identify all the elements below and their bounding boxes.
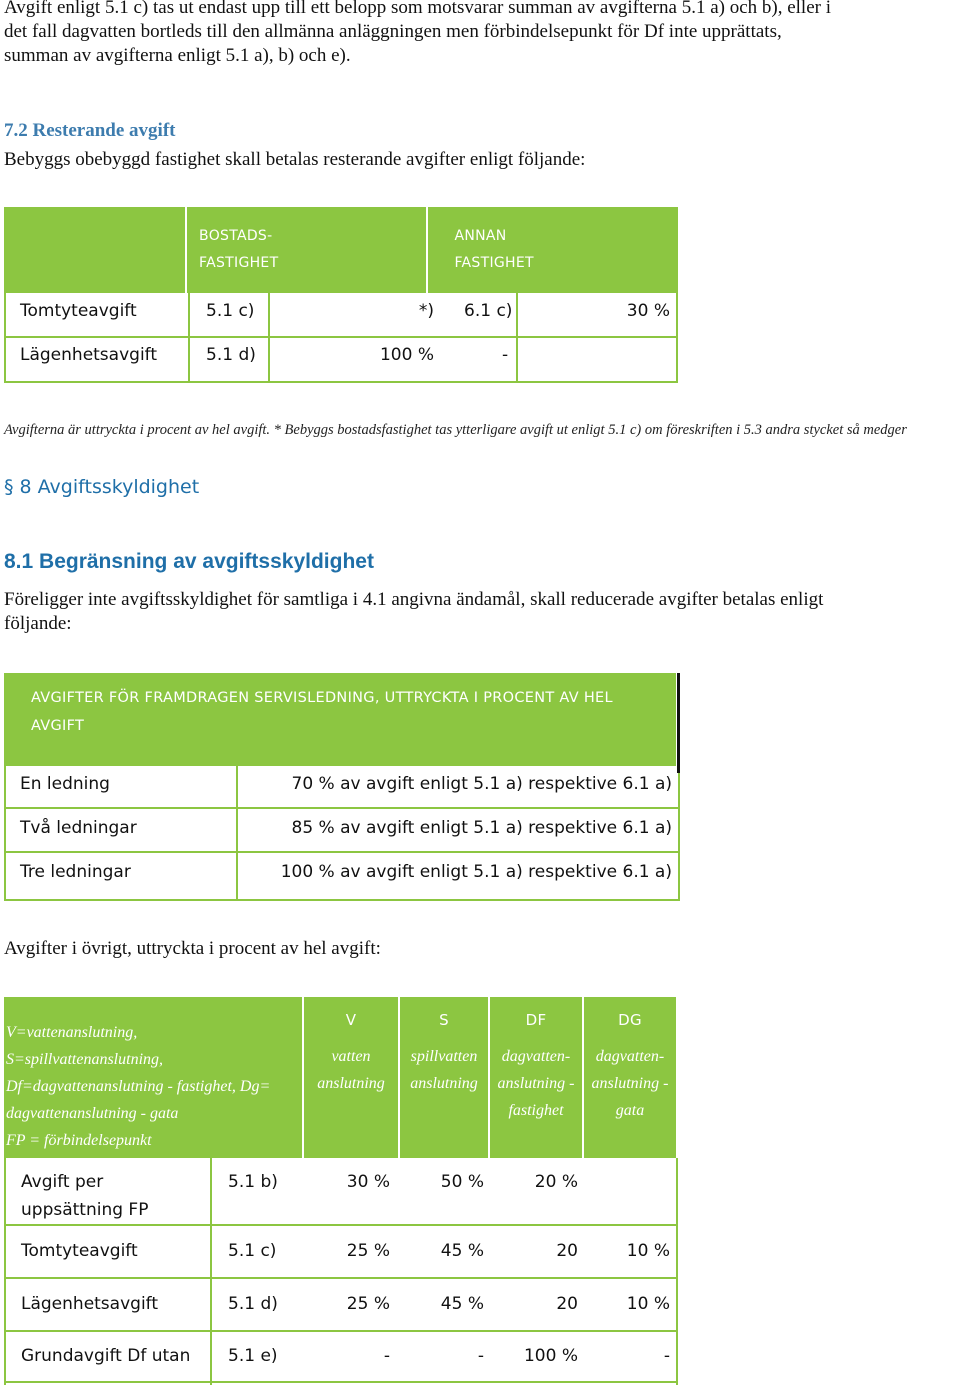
table3-col-s xyxy=(400,1007,488,1097)
table3-row4-label: Grundavgift Df utan xyxy=(21,1346,191,1366)
table1-row1-val2: 30 % xyxy=(626,301,670,321)
table1-row1-val1: *) xyxy=(418,301,434,321)
other-fees-text: Avgifter i övrigt, uttryckta i procent av hel avgift: xyxy=(4,938,381,959)
table3-row2-ref: 5.1 c) xyxy=(228,1241,277,1261)
table3-col-df-desc3: fastighet xyxy=(508,1102,564,1119)
table3-col-dg-desc3: gata xyxy=(615,1102,645,1119)
section-8-1-text xyxy=(4,588,960,636)
other-fees-table xyxy=(4,997,680,1385)
table2-row1-value: 70 % av avgift enligt 5.1 a) respektive 6.1 a) xyxy=(291,774,672,794)
table3-col-s-desc1: spillvatten xyxy=(410,1048,478,1065)
table3-row3-v: 25 % xyxy=(346,1294,390,1314)
table3-row1-ref: 5.1 b) xyxy=(228,1172,278,1192)
table3-legend-line-1: V=vattenanslutning, S=spillvattenanslutning, xyxy=(6,1024,164,1068)
table1-header-annan xyxy=(428,207,678,293)
table3-row4-df: 100 % xyxy=(523,1346,578,1366)
section-7-2-text: Bebyggs obebyggd fastighet skall betalas resterande avgifter enligt följande: xyxy=(4,149,586,170)
table3-row3-dg: 10 % xyxy=(626,1294,670,1314)
table3-row4-dg: - xyxy=(663,1346,670,1366)
section-8-title: 8 Avgiftsskyldighet xyxy=(19,476,200,498)
table3-legend-line-3: dagvattenanslutning - gata xyxy=(6,1105,179,1122)
table2-header-line-1: AVGIFTER FÖR FRAMDRAGEN SERVISLEDNING, UTTRYCKTA I PROCENT AV HEL xyxy=(31,690,613,706)
table3-row2-v: 25 % xyxy=(346,1241,390,1261)
table3-row2-df: 20 xyxy=(556,1241,578,1261)
table1-header-blank xyxy=(4,207,185,293)
table1-header-bostad xyxy=(199,207,426,293)
section-8-1-heading: 8.1 Begränsning av avgiftsskyldighet xyxy=(4,550,374,573)
table3-row1-label xyxy=(21,1168,148,1224)
table2-row2-value: 85 % av avgift enligt 5.1 a) respektive 6.1 a) xyxy=(291,818,672,838)
table3-row1-label-2: uppsättning FP xyxy=(21,1200,149,1220)
table3-legend-line-2: Df=dagvattenanslutning - fastighet, Dg= xyxy=(6,1078,271,1095)
intro-line-1: Avgift enligt 5.1 c) tas ut endast upp till ett belopp som motsvarar summan av avgifterna 5.1 a) och b), eller i xyxy=(4,0,831,18)
table1-row1-label: Tomtyteavgift xyxy=(20,301,137,321)
table1-body xyxy=(4,293,678,383)
table3-col-dg-desc2: anslutning - xyxy=(591,1075,669,1092)
section-8-1-text-line-1: Föreligger inte avgiftsskyldighet för samtliga i 4.1 angivna ändamål, skall reducerade avgifter betalas enligt xyxy=(4,589,824,610)
table3-row1-label-1: Avgift per xyxy=(21,1172,104,1192)
table2-header xyxy=(4,673,676,766)
table3-legend-line-4: FP = förbindelsepunkt xyxy=(6,1132,152,1149)
table1-row2-ref1: 5.1 d) xyxy=(206,345,256,365)
table3-col-s-desc2: anslutning xyxy=(410,1075,478,1092)
section-8-1-text-line-2: följande: xyxy=(4,613,72,634)
table3-row2-dg: 10 % xyxy=(626,1241,670,1261)
remaining-fee-table xyxy=(4,207,678,293)
table1-row1-ref2: 6.1 c) xyxy=(464,301,513,321)
table2-header-line-2: AVGIFT xyxy=(31,718,85,734)
table3-row1-s: 50 % xyxy=(440,1172,484,1192)
table3-row4-s: - xyxy=(477,1346,484,1366)
table3-col-df xyxy=(490,1007,582,1124)
table1-header-bostad-1: BOSTADS- xyxy=(199,228,273,244)
table1-header-bostad-2: FASTIGHET xyxy=(199,255,279,271)
table3-col-df-code: DF xyxy=(525,1011,547,1029)
table1-row2-val1: 100 % xyxy=(379,345,434,365)
table3-col-v-code: V xyxy=(345,1011,357,1029)
table3-col-df-desc2: anslutning - xyxy=(497,1075,575,1092)
table3-row1-v: 30 % xyxy=(346,1172,390,1192)
section-8-heading xyxy=(4,476,199,498)
table3-row4-v: - xyxy=(383,1346,390,1366)
intro-line-2: det fall dagvatten bortleds till den allmänna anläggningen men förbindelsepunkt för Df inte upprättats, xyxy=(4,21,782,42)
table3-col-dg xyxy=(584,1007,676,1124)
table1-header-annan-2: FASTIGHET xyxy=(454,255,534,271)
table3-row1-df: 20 % xyxy=(534,1172,578,1192)
table3-row3-df: 20 xyxy=(556,1294,578,1314)
table2-row3-label: Tre ledningar xyxy=(20,862,131,882)
service-line-table xyxy=(4,673,680,901)
intro-line-3: summan av avgifterna enligt 5.1 a), b) och e). xyxy=(4,45,351,66)
table1-row2-label: Lägenhetsavgift xyxy=(20,345,158,365)
table3-col-s-code: S xyxy=(439,1011,449,1029)
table1-row1-ref1: 5.1 c) xyxy=(206,301,255,321)
table3-col-v xyxy=(304,1007,398,1097)
table2-row2-label: Två ledningar xyxy=(20,818,137,838)
table3-row2-label: Tomtyteavgift xyxy=(21,1241,138,1261)
section-7-2-heading: 7.2 Resterande avgift xyxy=(4,120,176,141)
table1-row2-ref2: - xyxy=(502,345,509,365)
table2-row1-label: En ledning xyxy=(20,774,110,794)
table3-row3-ref: 5.1 d) xyxy=(228,1294,278,1314)
table3-col-v-desc1: vatten xyxy=(331,1048,371,1065)
table3-col-dg-desc1: dagvatten- xyxy=(595,1048,665,1065)
table3-row2-s: 45 % xyxy=(440,1241,484,1261)
paragraph-symbol-icon: § xyxy=(4,476,14,498)
intro-paragraph xyxy=(4,0,960,68)
table1-footnote: Avgifterna är uttryckta i procent av hel avgift. * Bebyggs bostadsfastighet tas ytterligare avgift ut enligt 5.1 c) om föreskriften i 5.3 andra stycket så medger xyxy=(4,422,907,438)
table1-header-annan-1: ANNAN xyxy=(454,228,507,244)
table3-row3-s: 45 % xyxy=(440,1294,484,1314)
table3-col-df-desc1: dagvatten- xyxy=(501,1048,571,1065)
table3-row4-ref: 5.1 e) xyxy=(228,1346,278,1366)
table3-legend xyxy=(6,1019,296,1154)
table3-col-v-desc2: anslutning xyxy=(317,1075,385,1092)
table2-row3-value: 100 % av avgift enligt 5.1 a) respektive 6.1 a) xyxy=(280,862,672,882)
table3-row3-label: Lägenhetsavgift xyxy=(21,1294,159,1314)
table3-col-dg-code: DG xyxy=(618,1011,642,1029)
